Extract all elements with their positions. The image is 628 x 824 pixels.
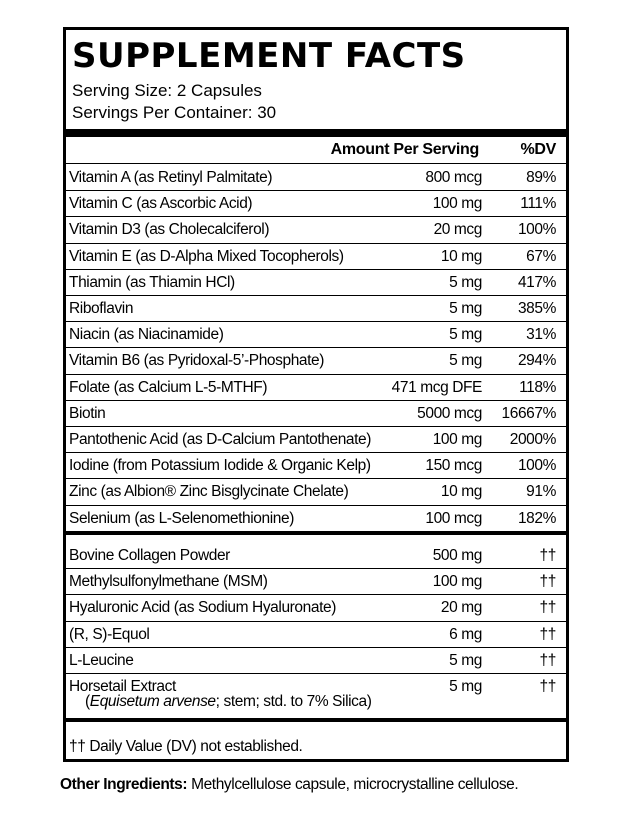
nutrient-amount: 5 mg (449, 300, 482, 317)
nutrient-dv: 100% (517, 221, 556, 239)
thick-divider (66, 129, 566, 137)
nutrient-dv: †† (539, 625, 556, 643)
nutrient-amount: 100 mg (432, 431, 482, 448)
nutrient-amount: 800 mcg (425, 169, 482, 186)
nutrient-amount: 6 mg (449, 625, 482, 643)
nutrient-dv: 89% (526, 169, 556, 186)
nutrient-dv: †† (539, 547, 556, 564)
nutrient-amount: 100 mg (432, 195, 482, 213)
nutrient-name: Zinc (as Albion® Zinc Bisglycinate Chelate) (69, 483, 349, 501)
nutrient-amount: 5 mg (449, 273, 482, 291)
nutrient-amount: 20 mcg (433, 221, 482, 239)
header-divider (66, 163, 566, 164)
nutrient-name: Horsetail Extract (69, 678, 176, 695)
nutrient-row (66, 375, 566, 401)
header-percent-dv: %DV (520, 141, 556, 158)
nutrient-name: Vitamin C (as Ascorbic Acid) (69, 195, 253, 213)
nutrient-row (66, 191, 566, 217)
nutrient-row (66, 506, 566, 532)
serving-size: Serving Size: 2 Capsules (72, 81, 262, 100)
nutrient-name: Vitamin E (as D-Alpha Mixed Tocopherols) (69, 247, 344, 265)
panel-title: SUPPLEMENT FACTS (72, 36, 466, 76)
horsetail-detail: (Equisetum arvense; stem; std. to 7% Silica) (85, 693, 372, 710)
nutrient-amount: 5 mg (449, 678, 482, 695)
nutrient-row (66, 479, 566, 505)
nutrient-name: (R, S)-Equol (69, 625, 150, 643)
header-amount-per-serving: Amount Per Serving (330, 141, 479, 158)
nutrient-name: Hyaluronic Acid (as Sodium Hyaluronate) (69, 599, 336, 617)
nutrient-amount: 10 mg (440, 483, 482, 501)
nutrient-row (66, 244, 566, 270)
nutrient-dv: †† (539, 573, 556, 591)
supplement-facts-panel (63, 27, 569, 762)
nutrient-name: Iodine (from Potassium Iodide & Organic Kelp) (69, 457, 371, 475)
other-ingredients (60, 774, 580, 796)
nutrient-name: Vitamin B6 (as Pyridoxal-5’-Phosphate) (69, 352, 325, 370)
nutrient-name: Vitamin A (as Retinyl Palmitate) (69, 169, 273, 186)
other-ingredients-text: Methylcellulose capsule, microcrystalline cellulose. (191, 776, 519, 793)
nutrient-dv: 100% (517, 457, 556, 475)
nutrient-row (66, 595, 566, 621)
nutrient-amount: 5 mg (449, 651, 482, 669)
nutrient-row (66, 348, 566, 374)
nutrient-dv: 2000% (509, 431, 556, 448)
nutrient-row (66, 296, 566, 322)
nutrient-row (66, 165, 566, 191)
nutrient-row (66, 569, 566, 595)
horsetail-latin-name: Equisetum arvense (89, 693, 216, 710)
nutrient-amount: 5000 mcg (417, 404, 482, 422)
nutrient-dv: 31% (526, 326, 556, 344)
nutrient-dv: 91% (526, 483, 556, 501)
horsetail-detail-row (66, 691, 566, 710)
nutrient-row (66, 322, 566, 348)
footnote: †† Daily Value (DV) not established. (69, 738, 303, 755)
nutrient-name: Selenium (as L-Selenomethionine) (69, 509, 294, 527)
nutrient-name: Thiamin (as Thiamin HCl) (69, 273, 235, 291)
nutrient-name: Riboflavin (69, 300, 134, 317)
nutrient-dv: 67% (526, 247, 556, 265)
nutrient-amount: 100 mg (432, 573, 482, 591)
nutrient-amount: 100 mcg (425, 509, 482, 527)
nutrient-name: Pantothenic Acid (as D-Calcium Pantothenate) (69, 431, 372, 448)
nutrient-amount: 10 mg (440, 247, 482, 265)
section-divider (66, 531, 566, 535)
nutrient-name: Vitamin D3 (as Cholecalciferol) (69, 221, 270, 239)
nutrient-row (66, 401, 566, 427)
nutrient-amount: 5 mg (449, 326, 482, 344)
nutrient-dv: 417% (517, 273, 556, 291)
nutrient-name: Niacin (as Niacinamide) (69, 326, 224, 344)
nutrient-dv: 111% (520, 195, 556, 213)
nutrient-row (66, 427, 566, 453)
nutrient-name: Bovine Collagen Powder (69, 547, 230, 564)
other-ingredients-label: Other Ingredients: (60, 776, 188, 793)
nutrient-amount: 150 mcg (425, 457, 482, 475)
nutrient-name: Biotin (69, 404, 106, 422)
nutrient-name: L-Leucine (69, 651, 134, 669)
nutrient-dv: †† (539, 599, 556, 617)
nutrient-dv: 118% (519, 378, 556, 396)
nutrient-row (66, 217, 566, 243)
footnote-divider (66, 718, 566, 722)
nutrient-amount: 20 mg (440, 599, 482, 617)
nutrient-row (66, 270, 566, 296)
nutrient-dv: 385% (517, 300, 556, 317)
nutrient-dv: †† (539, 651, 556, 669)
nutrient-dv: 182% (517, 509, 556, 527)
nutrient-row (66, 543, 566, 569)
nutrient-dv: †† (539, 678, 556, 695)
nutrient-row (66, 648, 566, 674)
nutrient-row (66, 622, 566, 648)
nutrient-dv: 294% (517, 352, 556, 370)
nutrient-name: Folate (as Calcium L-5-MTHF) (69, 378, 268, 396)
nutrient-row (66, 453, 566, 479)
nutrient-dv: 16667% (501, 404, 556, 422)
nutrient-amount: 500 mg (432, 547, 482, 564)
servings-per-container: Servings Per Container: 30 (72, 103, 277, 122)
nutrient-amount: 471 mcg DFE (391, 378, 482, 396)
nutrient-name: Methylsulfonylmethane (MSM) (69, 573, 268, 591)
nutrient-amount: 5 mg (449, 352, 482, 370)
